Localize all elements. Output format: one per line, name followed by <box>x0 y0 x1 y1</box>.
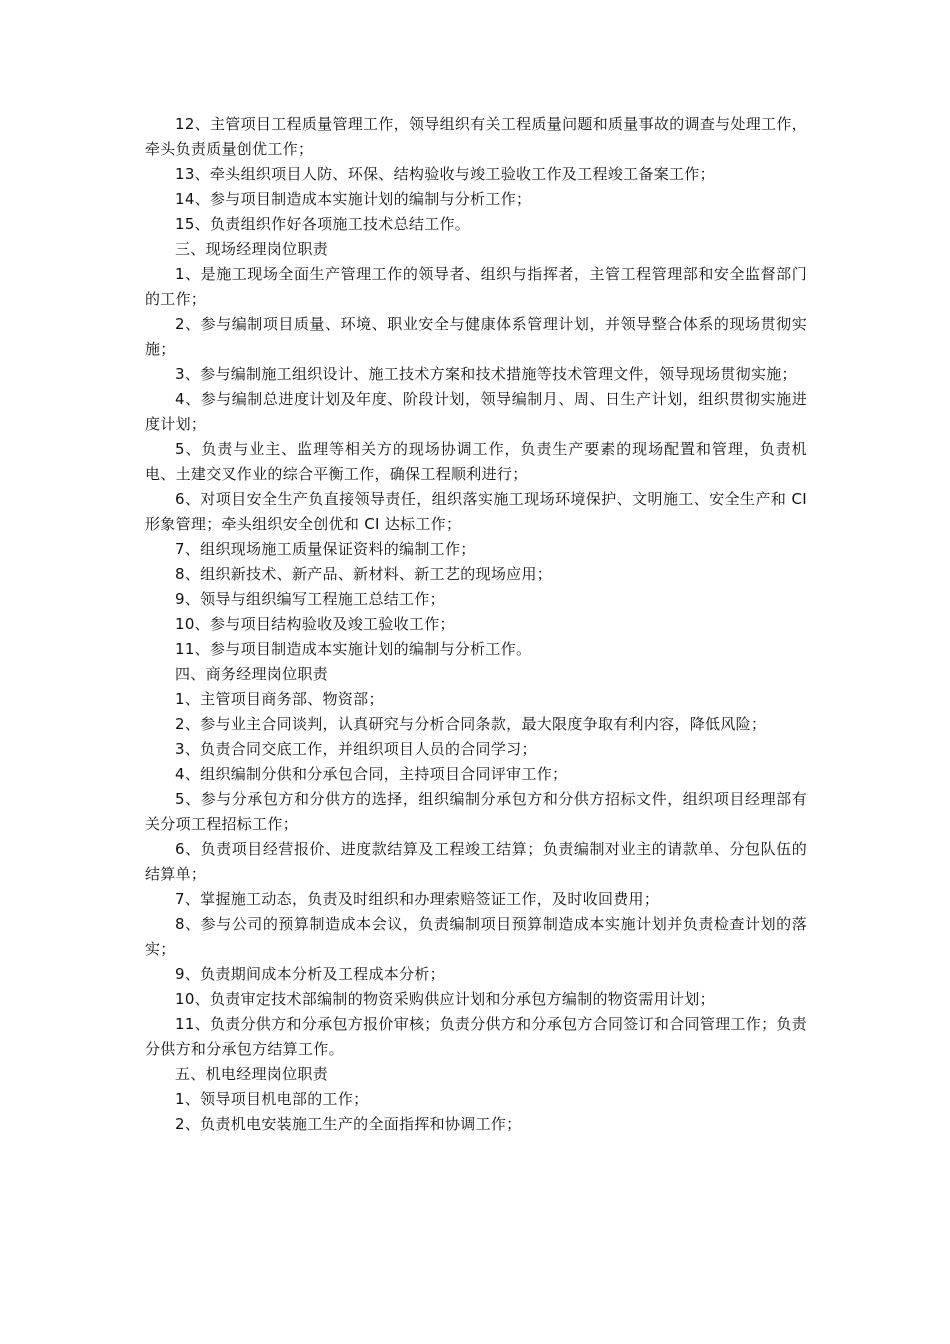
duty-item: 8、组织新技术、新产品、新材料、新工艺的现场应用； <box>175 565 553 583</box>
section-heading: 四、商务经理岗位职责 <box>175 665 329 683</box>
duty-item: 15、负责组织作好各项施工技术总结工作。 <box>175 215 471 233</box>
duty-item: 4、组织编制分供和分承包合同，主持项目合同评审工作； <box>175 765 568 783</box>
duty-item: 8、参与公司的预算制造成本会议，负责编制项目预算制造成本实施计划并负责检查计划的落实； <box>145 915 807 958</box>
duty-item: 4、参与编制总进度计划及年度、阶段计划，领导编制月、周、日生产计划，组织贯彻实施进度计划； <box>145 390 807 433</box>
duty-item: 5、参与分承包方和分供方的选择，组织编制分承包方和分供方招标文件，组织项目经理部有关分项工程招标工作； <box>145 790 807 833</box>
duty-item: 10、参与项目结构验收及竣工验收工作； <box>175 615 455 633</box>
duty-item: 14、参与项目制造成本实施计划的编制与分析工作； <box>175 190 532 208</box>
duty-item: 12、主管项目工程质量管理工作，领导组织有关工程质量问题和质量事故的调查与处理工作，牵头负责质量创优工作； <box>145 115 807 158</box>
duty-item: 6、负责项目经营报价、进度款结算及工程竣工结算；负责编制对业主的请款单、分包队伍的结算单； <box>145 840 807 883</box>
duty-item: 3、参与编制施工组织设计、施工技术方案和技术措施等技术管理文件，领导现场贯彻实施； <box>175 365 797 383</box>
duty-item: 6、对项目安全生产负直接领导责任，组织落实施工现场环境保护、文明施工、安全生产和 CI 形象管理；牵头组织安全创优和 CI 达标工作； <box>145 490 807 533</box>
duty-item: 1、领导项目机电部的工作； <box>175 1090 369 1108</box>
section-heading: 三、现场经理岗位职责 <box>175 240 329 258</box>
duty-item: 1、是施工现场全面生产管理工作的领导者、组织与指挥者，主管工程管理部和安全监督部门的工作； <box>145 265 807 308</box>
section-heading: 五、机电经理岗位职责 <box>175 1065 329 1083</box>
duty-item: 3、负责合同交底工作，并组织项目人员的合同学习； <box>175 740 537 758</box>
duty-item: 7、掌握施工动态，负责及时组织和办理索赔签证工作，及时收回费用； <box>175 890 660 908</box>
duty-item: 7、组织现场施工质量保证资料的编制工作； <box>175 540 476 558</box>
duty-item: 2、参与编制项目质量、环境、职业安全与健康体系管理计划，并领导整合体系的现场贯彻实施； <box>145 315 807 358</box>
duty-item: 9、领导与组织编写工程施工总结工作； <box>175 590 445 608</box>
duty-item: 1、主管项目商务部、物资部； <box>175 690 384 708</box>
duty-item: 11、负责分供方和分承包方报价审核；负责分供方和分承包方合同签订和合同管理工作；负责分供方和分承包方结算工作。 <box>145 1015 807 1058</box>
duty-item: 11、参与项目制造成本实施计划的编制与分析工作。 <box>175 640 532 658</box>
duty-item: 2、参与业主合同谈判，认真研究与分析合同条款，最大限度争取有利内容，降低风险； <box>175 715 767 733</box>
duty-item: 9、负责期间成本分析及工程成本分析； <box>175 965 445 983</box>
duty-item: 13、牵头组织项目人防、环保、结构验收与竣工验收工作及工程竣工备案工作； <box>175 165 715 183</box>
duty-item: 2、负责机电安装施工生产的全面指挥和协调工作； <box>175 1115 522 1133</box>
document-body <box>145 112 807 1137</box>
duty-item: 5、负责与业主、监理等相关方的现场协调工作，负责生产要素的现场配置和管理，负责机电、土建交叉作业的综合平衡工作，确保工程顺利进行； <box>145 440 807 483</box>
duty-item: 10、负责审定技术部编制的物资采购供应计划和分承包方编制的物资需用计划； <box>175 990 715 1008</box>
